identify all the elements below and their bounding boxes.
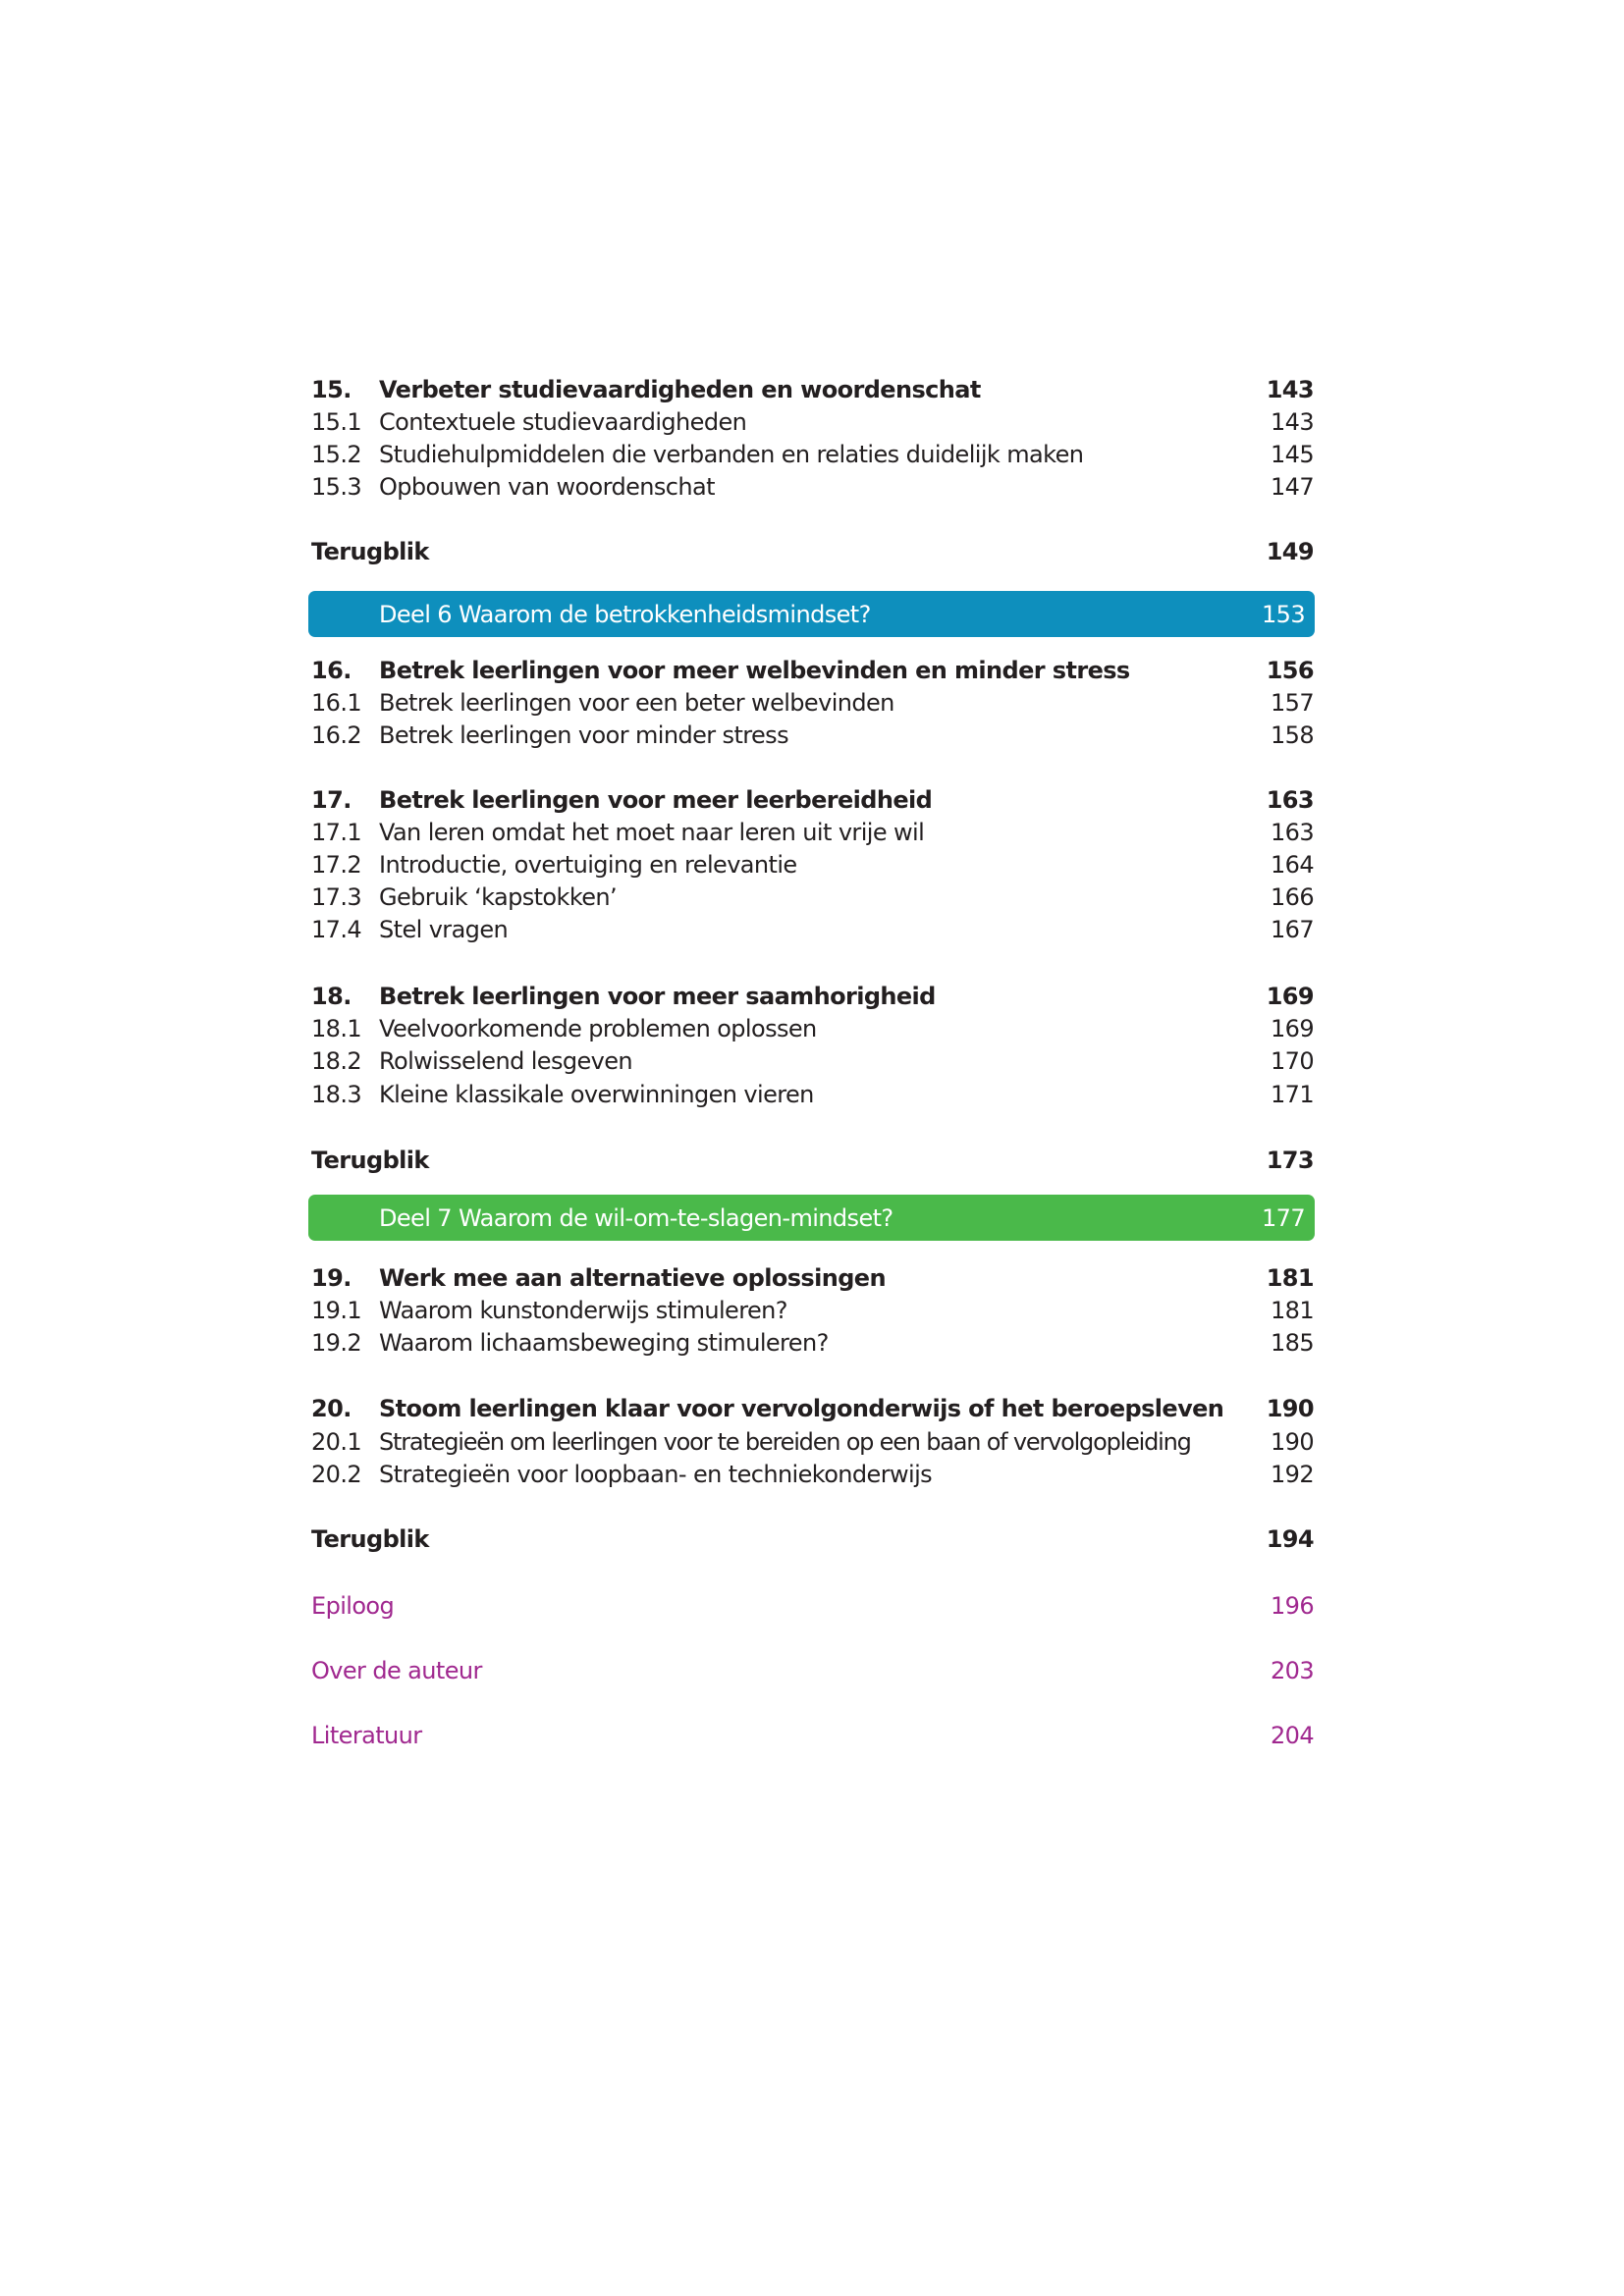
section-title: Introductie, overtuiging en relevantie [379,850,797,879]
page-number: 196 [1270,1591,1314,1620]
toc-terugblik-deel6[interactable] [311,1144,1314,1176]
section-title: Stel vragen [379,915,509,943]
toc-section-17-2[interactable] [311,848,1314,881]
section-number: 18.1 [311,1014,362,1042]
section-number: 20.2 [311,1460,362,1488]
page-number: 156 [1266,656,1314,684]
section-number: 19.2 [311,1328,362,1357]
chapter-title: Verbeter studievaardigheden en woordenschat [379,375,981,403]
page-number: 194 [1266,1524,1314,1553]
page-number: 177 [1261,1203,1305,1232]
section-title: Betrek leerlingen voor een beter welbevinden [379,688,894,717]
section-title: Gebruik ‘kapstokken’ [379,882,618,911]
section-number: 15.1 [311,407,362,436]
toc-part-7-banner[interactable] [308,1195,1315,1241]
page-number: 181 [1266,1263,1314,1292]
page-number: 143 [1270,407,1314,436]
section-number: 17.4 [311,915,362,943]
toc-section-19-2[interactable] [311,1326,1314,1359]
toc-part-6-banner[interactable] [308,591,1315,637]
over-de-auteur-title: Over de auteur [311,1656,482,1684]
page-number: 157 [1270,688,1314,717]
page-number: 169 [1266,982,1314,1010]
section-title: Waarom lichaamsbeweging stimuleren? [379,1328,829,1357]
section-title: Rolwisselend lesgeven [379,1046,633,1075]
epiloog-title: Epiloog [311,1591,395,1620]
terugblik-title: Terugblik [311,1524,429,1553]
chapter-number: 20. [311,1394,352,1422]
section-title: Contextuele studievaardigheden [379,407,747,436]
chapter-title: Betrek leerlingen voor meer saamhorigheid [379,982,936,1010]
section-title: Kleine klassikale overwinningen vieren [379,1080,814,1108]
section-number: 20.1 [311,1427,362,1456]
toc-chapter-19[interactable] [311,1261,1314,1294]
section-title: Strategieën om leerlingen voor te bereiden op een baan of vervolgopleiding [379,1427,1191,1456]
chapter-title: Werk mee aan alternatieve oplossingen [379,1263,886,1292]
toc-section-15-2[interactable] [311,438,1314,470]
page-number: 153 [1261,600,1305,628]
toc-section-17-3[interactable] [311,881,1314,913]
toc-chapter-16[interactable] [311,654,1314,686]
section-number: 18.3 [311,1080,362,1108]
toc-terugblik-deel5[interactable] [311,535,1314,567]
terugblik-title: Terugblik [311,537,429,565]
toc-section-17-1[interactable] [311,816,1314,848]
page-number: 167 [1270,915,1314,943]
page-number: 173 [1266,1146,1314,1174]
page-number: 185 [1270,1328,1314,1357]
chapter-title: Stoom leerlingen klaar voor vervolgonderwijs of het beroepsleven [379,1394,1224,1422]
section-number: 17.1 [311,818,362,846]
chapter-number: 17. [311,785,352,814]
chapter-title: Betrek leerlingen voor meer leerbereidheid [379,785,933,814]
chapter-number: 19. [311,1263,352,1292]
page-number: 170 [1270,1046,1314,1075]
page-number: 158 [1270,721,1314,749]
toc-section-15-1[interactable] [311,405,1314,438]
chapter-title: Betrek leerlingen voor meer welbevinden en minder stress [379,656,1130,684]
section-number: 15.3 [311,472,362,501]
chapter-number: 18. [311,982,352,1010]
section-number: 19.1 [311,1296,362,1324]
section-title: Opbouwen van woordenschat [379,472,715,501]
toc-section-20-1[interactable] [311,1425,1314,1458]
page-number: 192 [1270,1460,1314,1488]
part-title: Deel 6 Waarom de betrokkenheidsmindset? [379,600,871,628]
page-number: 149 [1266,537,1314,565]
toc-section-18-2[interactable] [311,1044,1314,1077]
toc-section-18-1[interactable] [311,1012,1314,1044]
toc-section-19-1[interactable] [311,1294,1314,1326]
toc-literatuur[interactable] [311,1719,1314,1751]
section-title: Studiehulpmiddelen die verbanden en relaties duidelijk maken [379,440,1084,468]
section-number: 17.2 [311,850,362,879]
page-number: 169 [1270,1014,1314,1042]
chapter-number: 15. [311,375,352,403]
toc-chapter-20[interactable] [311,1392,1314,1424]
page-number: 163 [1270,818,1314,846]
terugblik-title: Terugblik [311,1146,429,1174]
toc-section-15-3[interactable] [311,470,1314,503]
section-title: Waarom kunstonderwijs stimuleren? [379,1296,787,1324]
toc-section-16-2[interactable] [311,719,1314,751]
section-number: 18.2 [311,1046,362,1075]
part-title: Deel 7 Waarom de wil-om-te-slagen-mindset? [379,1203,893,1232]
page-number: 164 [1270,850,1314,879]
page-number: 163 [1266,785,1314,814]
page-number: 203 [1270,1656,1314,1684]
page-number: 190 [1266,1394,1314,1422]
section-title: Van leren omdat het moet naar leren uit vrije wil [379,818,925,846]
toc-epiloog[interactable] [311,1589,1314,1622]
toc-chapter-15[interactable] [311,373,1314,405]
toc-section-17-4[interactable] [311,913,1314,945]
toc-over-de-auteur[interactable] [311,1654,1314,1686]
section-title: Strategieën voor loopbaan- en techniekonderwijs [379,1460,933,1488]
section-number: 17.3 [311,882,362,911]
chapter-number: 16. [311,656,352,684]
section-number: 15.2 [311,440,362,468]
toc-section-16-1[interactable] [311,686,1314,719]
page-number: 145 [1270,440,1314,468]
section-number: 16.1 [311,688,362,717]
page-number: 181 [1270,1296,1314,1324]
page-number: 147 [1270,472,1314,501]
toc-section-18-3[interactable] [311,1078,1314,1110]
toc-terugblik-deel7[interactable] [311,1522,1314,1555]
section-number: 16.2 [311,721,362,749]
page-number: 143 [1266,375,1314,403]
section-title: Veelvoorkomende problemen oplossen [379,1014,817,1042]
toc-chapter-18[interactable] [311,980,1314,1012]
page-number: 166 [1270,882,1314,911]
toc-section-20-2[interactable] [311,1458,1314,1490]
page-number: 204 [1270,1721,1314,1749]
section-title: Betrek leerlingen voor minder stress [379,721,788,749]
literatuur-title: Literatuur [311,1721,422,1749]
page-number: 171 [1270,1080,1314,1108]
toc-chapter-17[interactable] [311,783,1314,816]
page-number: 190 [1270,1427,1314,1456]
